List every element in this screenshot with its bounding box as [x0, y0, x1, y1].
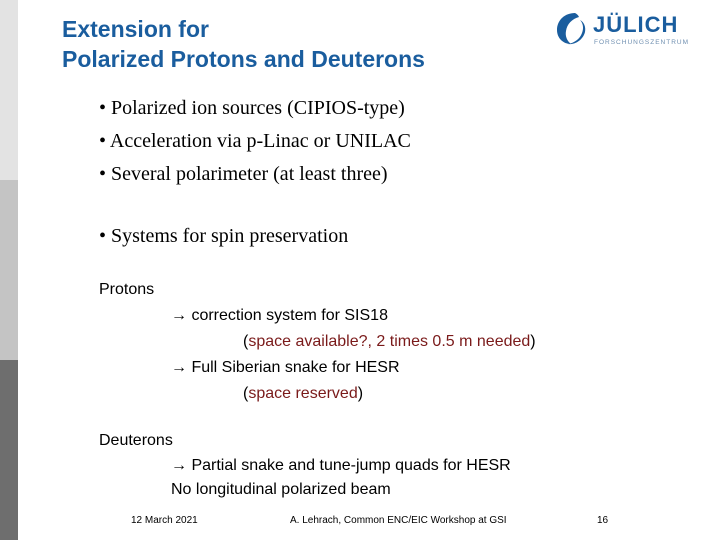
- sidebar-stripe-bottom: [0, 360, 18, 540]
- protons-heading: Protons: [99, 281, 155, 298]
- sidebar-stripe-middle: [0, 180, 18, 360]
- protons-item-correction: → correction system for SIS18: [171, 307, 388, 324]
- logo-subtitle: FORSCHUNGSZENTRUM: [594, 39, 689, 46]
- page-number: 16: [597, 515, 609, 526]
- bullet-item: • Systems for spin preservation: [99, 225, 349, 247]
- footer-date: 12 March 2021: [131, 515, 198, 526]
- sidebar-stripe-top: [0, 0, 18, 180]
- protons-note-2-text: space reserved: [248, 385, 358, 402]
- slide-title: [62, 14, 425, 74]
- slide-title-line-2: Polarized Protons and Deuterons: [62, 46, 425, 72]
- protons-note-1-text: space available?, 2 times 0.5 m needed: [248, 333, 531, 350]
- deuterons-heading: Deuterons: [99, 432, 173, 449]
- footer-author: A. Lehrach, Common ENC/EIC Workshop at GSI: [290, 515, 507, 526]
- logo-wordmark: JÜLICH: [593, 12, 679, 37]
- bullet-item: • Several polarimeter (at least three): [99, 163, 388, 185]
- juelich-logo: [553, 11, 689, 51]
- juelich-logo-icon: [553, 11, 587, 47]
- protons-item-snake: → Full Siberian snake for HESR: [171, 359, 400, 376]
- bullet-list: [99, 92, 411, 253]
- protons-item-snake-note: (space reserved): [243, 385, 364, 402]
- bullet-item: • Acceleration via p-Linac or UNILAC: [99, 130, 411, 152]
- bullet-item: • Polarized ion sources (CIPIOS-type): [99, 97, 405, 119]
- protons-item-correction-note: (space available?, 2 times 0.5 m needed): [243, 333, 536, 350]
- slide-title-line-1: Extension for: [62, 16, 209, 42]
- deuterons-item-no-beam: No longitudinal polarized beam: [171, 481, 391, 498]
- deuterons-item-partial-snake: → Partial snake and tune-jump quads for HESR: [171, 457, 511, 474]
